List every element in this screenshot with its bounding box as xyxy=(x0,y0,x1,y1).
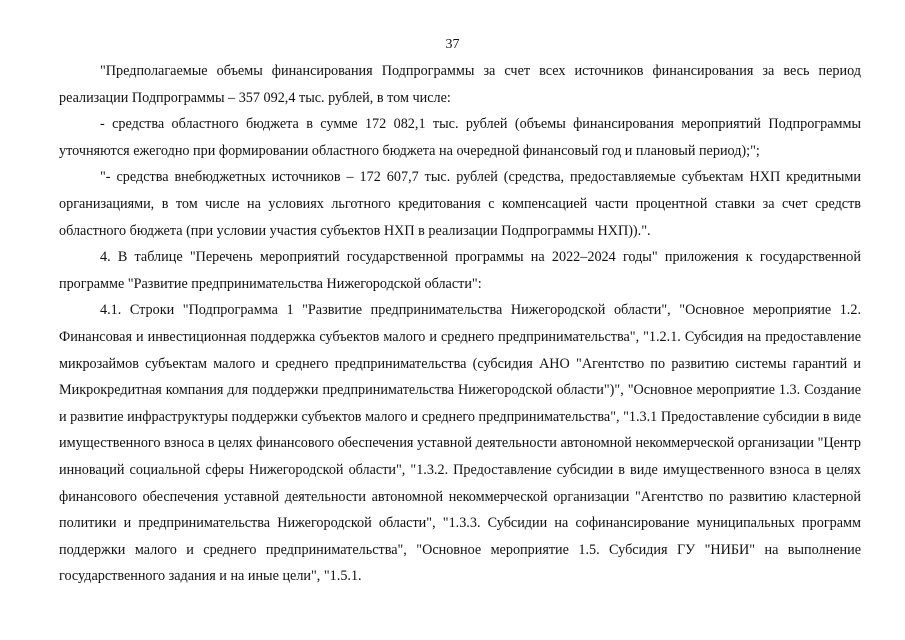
funding-total-paragraph: "Предполагаемые объемы финансирования Подпрограммы за счет всех источников финансирования за весь период реализации Подпрограммы – 357 092,4 тыс. рублей, в том числе: xyxy=(59,63,861,106)
page-number: 37 xyxy=(445,37,460,52)
regional-budget-paragraph: - средства областного бюджета в сумме 172 082,1 тыс. рублей (объемы финансирования мероприятий Подпрограммы уточняются ежегодно при формировании областного бюджета на очередной финансовый год и плановый период);"; xyxy=(59,116,861,159)
extrabudgetary-sources-paragraph: "- средства внебюджетных источников – 172 607,7 тыс. рублей (средства, предоставляемые субъектам НХП кредитными организациями, в том числе на условиях льготного кредитования с компенсацией части процентной ставки за счет средств областного бюджета (при условии участия субъектов НХП в реализации Подпрограммы НХП)).". xyxy=(59,169,861,239)
item-4-1-paragraph: 4.1. Строки "Подпрограмма 1 "Развитие предпринимательства Нижегородской области", "Основное мероприятие 1.2. Финансовая и инвестиционная поддержка субъектов малого и среднего предпринимательства", "1.2.1. Субсидия на предоставление микрозаймов субъектам малого и среднего предпринимательства (субсидия АНО "Агентство по развитию системы гарантий и Микрокредитная компания для поддержки предпринимательства Нижегородской области")", "Основное мероприятие 1.3. Создание и развитие инфраструктуры поддержки субъектов малого и среднего предпринимательства", "1.3.1 Предоставление субсидии в виде имущественного взноса в целях финансового обеспечения уставной деятельности автономной некоммерческой организации "Центр инноваций социальной сферы Нижегородской области", "1.3.2. Предоставление субсидии в виде имущественного взноса в целях финансового обеспечения уставной деятельности автономной некоммерческой организации "Агентство по развитию кластерной политики и предпринимательства Нижегородской области", "1.3.3. Субсидии на софинансирование муниципальных программ поддержки малого и среднего предпринимательства", "Основное мероприятие 1.5. Субсидия ГУ "НИБИ" на выполнение государственного задания и на иные цели", "1.5.1. xyxy=(59,302,861,585)
document-body xyxy=(59,58,861,590)
item-4-paragraph: 4. В таблице "Перечень мероприятий государственной программы на 2022–2024 годы" приложения к государственной программе "Развитие предпринимательства Нижегородской области": xyxy=(59,249,861,292)
